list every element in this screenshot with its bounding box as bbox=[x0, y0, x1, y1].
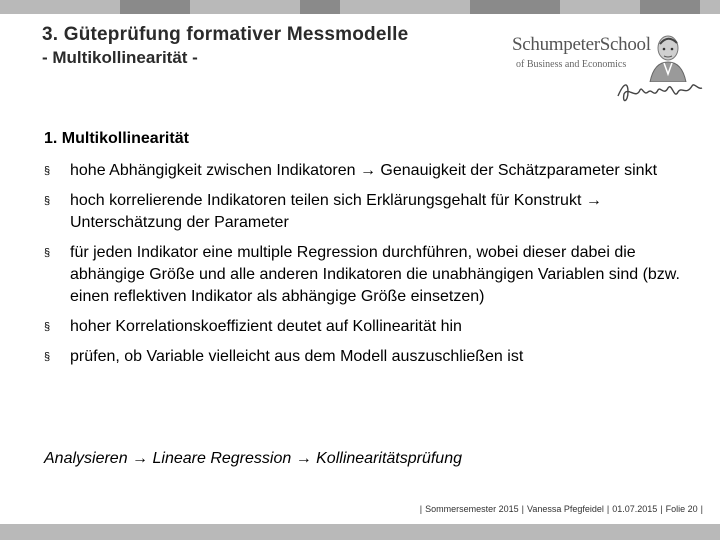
strip-segment bbox=[470, 0, 560, 14]
spss-menu-path bbox=[44, 450, 462, 468]
list-item bbox=[44, 190, 694, 234]
footer-date: 01.07.2015 bbox=[612, 504, 658, 514]
list-item bbox=[44, 316, 694, 338]
bullet-marker: § bbox=[44, 321, 51, 333]
bullet-list bbox=[44, 160, 694, 368]
list-item bbox=[44, 242, 694, 308]
list-item bbox=[44, 160, 694, 182]
logo-tagline: of Business and Economics bbox=[516, 59, 627, 70]
bullet-text: Unterschätzung der Parameter bbox=[70, 214, 289, 231]
footer-separator: | bbox=[700, 504, 703, 514]
bullet-text: Genauigkeit der Schätzparameter sinkt bbox=[375, 162, 658, 179]
bullet-text: für jeden Indikator eine multiple Regression durchführen, wobei dieser dabei die abhängige Größe und alle anderen Indikatoren die unabhängigen Variablen sind (bzw. einen reflektiven Indikator als abhängige Größe einsetzen) bbox=[70, 244, 680, 305]
bullet-text: prüfen, ob Variable vielleicht aus dem Modell auszuschließen ist bbox=[70, 348, 524, 365]
slide-title: 3. Güteprüfung formativer Messmodelle bbox=[42, 24, 409, 45]
bullet-marker: § bbox=[44, 247, 51, 259]
bullet-marker: § bbox=[44, 195, 51, 207]
schumpeter-school-logo bbox=[506, 32, 720, 116]
footer-slide-number: Folie 20 bbox=[665, 504, 698, 514]
slide-header bbox=[0, 14, 720, 104]
arrow-right-icon: → bbox=[585, 192, 602, 209]
strip-segment bbox=[640, 0, 700, 14]
arrow-right-icon: → bbox=[295, 450, 312, 467]
portrait-icon bbox=[646, 32, 690, 82]
bullet-marker: § bbox=[44, 351, 51, 363]
slide-subtitle: - Multikollinearität - bbox=[42, 48, 198, 67]
list-item bbox=[44, 346, 694, 368]
top-decorative-strip bbox=[0, 0, 720, 14]
arrow-right-icon: → bbox=[132, 450, 149, 467]
menu-path-step: Lineare Regression bbox=[148, 450, 296, 467]
bottom-decorative-strip bbox=[0, 524, 720, 540]
logo-name: SchumpeterSchool bbox=[512, 34, 651, 55]
bullet-text: hoch korrelierende Indikatoren teilen sich Erklärungsgehalt für Konstrukt bbox=[70, 192, 586, 209]
bullet-text: hohe Abhängigkeit zwischen Indikatoren bbox=[70, 162, 360, 179]
footer-semester: Sommersemester 2015 bbox=[425, 504, 519, 514]
bullet-marker: § bbox=[44, 165, 51, 177]
signature-icon bbox=[614, 78, 706, 106]
arrow-right-icon: → bbox=[359, 162, 376, 179]
footer-separator: | bbox=[606, 504, 610, 514]
footer-separator: | bbox=[419, 504, 423, 514]
section-heading: 1. Multikollinearität bbox=[44, 130, 189, 147]
footer-separator: | bbox=[660, 504, 663, 514]
slide-footer bbox=[417, 504, 706, 514]
menu-path-step: Kollinearitätsprüfung bbox=[311, 450, 462, 467]
footer-author: Vanessa Pfegfeidel bbox=[527, 504, 604, 514]
bullet-text: hoher Korrelationskoeffizient deutet auf Kollinearität hin bbox=[70, 318, 462, 335]
footer-separator: | bbox=[521, 504, 524, 514]
strip-segment bbox=[120, 0, 190, 14]
menu-path-step: Analysieren bbox=[44, 450, 133, 467]
strip-segment bbox=[300, 0, 340, 14]
